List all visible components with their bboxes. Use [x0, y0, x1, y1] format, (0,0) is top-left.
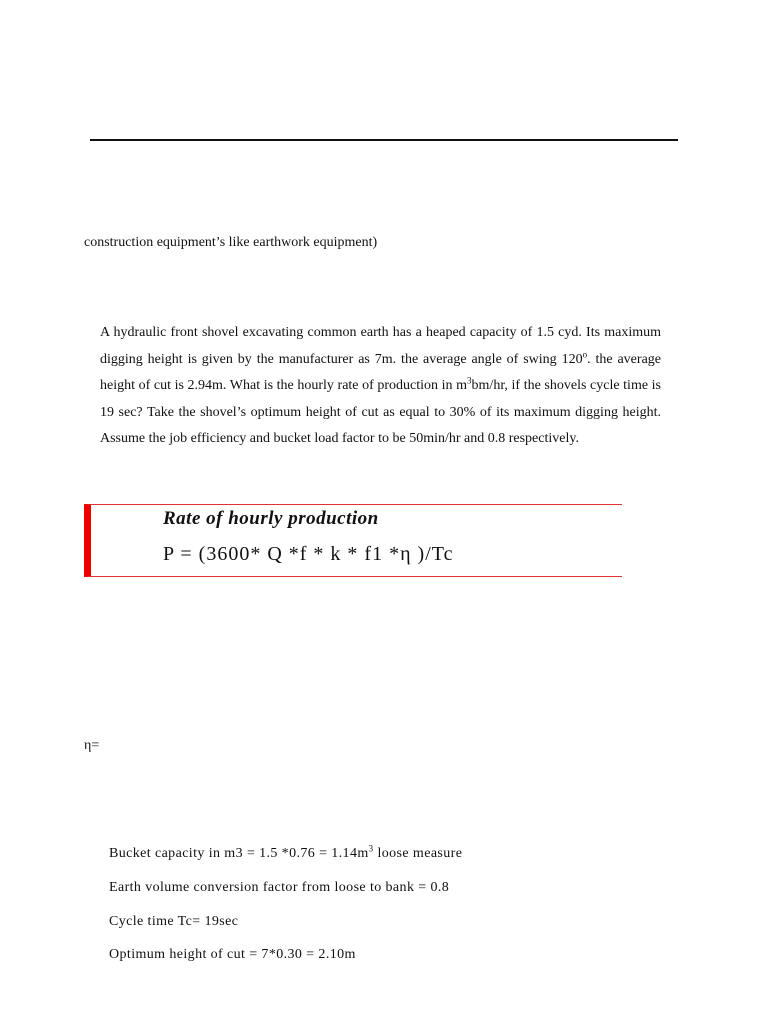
calc-cycle-time: Cycle time Tc= 19sec	[109, 914, 239, 929]
eta-label: η=	[84, 738, 100, 753]
problem-text-2: . the average height of cut is 2.94m. What is the hourly rate of production in m	[100, 351, 661, 393]
calc-bucket-superscript: 3	[368, 843, 374, 854]
section-heading: construction equipment’s like earthwork equipment)	[84, 235, 378, 250]
calc-conversion-factor: Earth volume conversion factor from loose to bank = 0.8	[109, 880, 450, 895]
calc-bucket-suffix: loose measure	[373, 846, 463, 861]
problem-text-3: bm/hr, if the shovels cycle time is 19 sec? Take the shovel’s optimum height of cut as equal to 30% of its maximum digging height. Assume the job efficiency and bucket load factor to be 50min/hr and 0.8 respectively.	[100, 378, 661, 446]
calc-bucket-capacity	[109, 843, 463, 862]
calc-bucket-text: Bucket capacity in m3 = 1.5 *0.76 = 1.14m	[109, 846, 369, 861]
problem-statement	[100, 320, 661, 453]
degree-superscript: o	[582, 348, 588, 359]
formula-equation: P = (3600* Q *f * k * f1 *η )/Tc	[163, 543, 454, 565]
unit-superscript: 3	[467, 375, 472, 386]
calc-optimum-height: Optimum height of cut = 7*0.30 = 2.10m	[109, 947, 356, 962]
horizontal-rule	[90, 139, 678, 141]
formula-title: Rate of hourly production	[163, 508, 379, 529]
problem-text-1: A hydraulic front shovel excavating common earth has a heaped capacity of 1.5 cyd. Its maximum digging height is given by the manufacturer as 7m. the average angle of swing 120	[100, 325, 661, 367]
formula-box	[84, 504, 622, 577]
